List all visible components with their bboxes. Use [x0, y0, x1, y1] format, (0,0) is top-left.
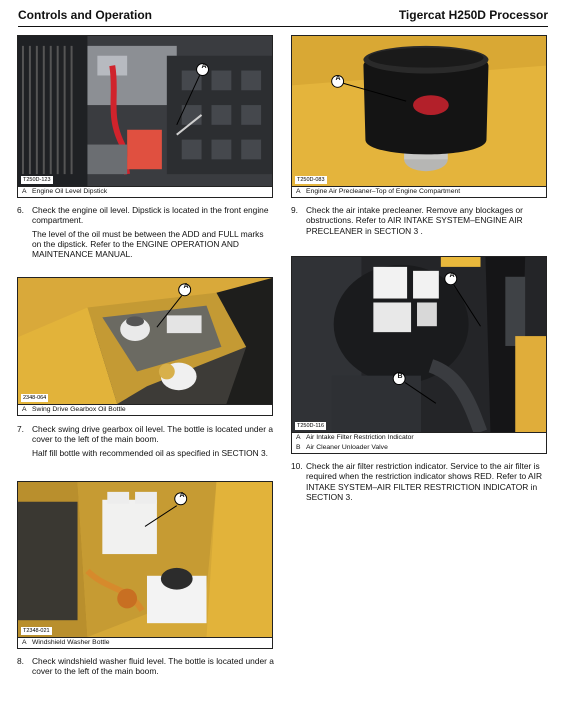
step-text: Half fill bottle with recommended oil as specified in SECTION 3.	[32, 447, 268, 458]
step-number: 9.	[291, 205, 298, 215]
step-text: Check windshield washer fluid level. The bottle is located under a cover to the left of the main boom.	[32, 656, 274, 677]
engine-compartment-photo	[18, 36, 272, 186]
step-text: The level of the oil must be between the ADD and FULL marks on the dipstick. Refer to the ENGINE OPERATION AND MAINTENANCE MANUAL.	[32, 228, 264, 260]
washer-bottle-photo	[18, 482, 272, 637]
header-rule	[18, 26, 548, 27]
step-6	[17, 205, 275, 262]
manual-title: Tigercat H250D Processor	[398, 8, 548, 22]
caption-air-filter	[291, 433, 547, 454]
step-text: Check swing drive gearbox oil level. The bottle is located under a cover to the left of the main boom.	[32, 424, 273, 445]
figure-windshield-washer	[17, 481, 273, 638]
figure-engine-oil-dipstick	[17, 35, 273, 187]
figure-code: T250D-123	[23, 177, 51, 183]
caption-gearbox	[17, 405, 273, 416]
caption-precleaner	[291, 187, 547, 198]
figure-swing-drive-gearbox	[17, 277, 273, 405]
step-text: Check the air intake precleaner. Remove any blockages or obstructions. Refer to AIR INTAKE SYSTEM–ENGINE AIR PRECLEANER in SECTION 3 .	[306, 205, 523, 236]
step-9	[291, 205, 549, 239]
figure-code: T2348-021	[23, 628, 50, 634]
page-header	[18, 8, 548, 26]
caption-dipstick	[17, 187, 273, 198]
step-number: 6.	[17, 205, 24, 215]
figure-code: T250D-116	[297, 423, 325, 429]
callout-a-label: A	[179, 492, 185, 499]
air-filter-photo	[292, 257, 546, 432]
gearbox-photo	[18, 278, 272, 404]
callout-a-label: A	[335, 75, 341, 82]
step-10	[291, 461, 549, 505]
caption-line: A Windshield Washer Bottle	[22, 639, 110, 646]
caption-line: B Air Cleaner Unloader Valve	[296, 444, 388, 451]
step-7	[17, 424, 275, 461]
callout-a-label: A	[201, 63, 207, 70]
caption-line: A Engine Oil Level Dipstick	[22, 188, 108, 195]
caption-line: A Swing Drive Gearbox Oil Bottle	[22, 406, 126, 413]
step-text: Check the engine oil level. Dipstick is located in the front engine compartment.	[32, 205, 269, 226]
figure-code: T250D-083	[297, 177, 325, 183]
step-number: 8.	[17, 656, 24, 666]
callout-b-label: B	[397, 373, 403, 380]
step-number: 10.	[291, 461, 303, 471]
figure-air-filter	[291, 256, 547, 433]
callout-a-label: A	[183, 283, 189, 290]
precleaner-photo	[292, 36, 546, 186]
figure-code: 2348-064	[23, 395, 47, 401]
step-text: Check the air filter restriction indicator. Service to the air filter is required when the restriction indicator shows RED. Refer to AIR INTAKE SYSTEM–AIR FILTER RESTRICTION INDICATOR in SECTION 3.	[306, 461, 542, 502]
caption-line: A Engine Air Precleaner–Top of Engine Compartment	[296, 188, 461, 195]
callout-a-label: A	[449, 272, 455, 279]
figure-air-precleaner	[291, 35, 547, 187]
step-number: 7.	[17, 424, 24, 434]
step-8	[17, 656, 275, 680]
section-title: Controls and Operation	[18, 8, 153, 22]
caption-line: A Air Intake Filter Restriction Indicator	[296, 434, 414, 441]
caption-washer	[17, 638, 273, 649]
